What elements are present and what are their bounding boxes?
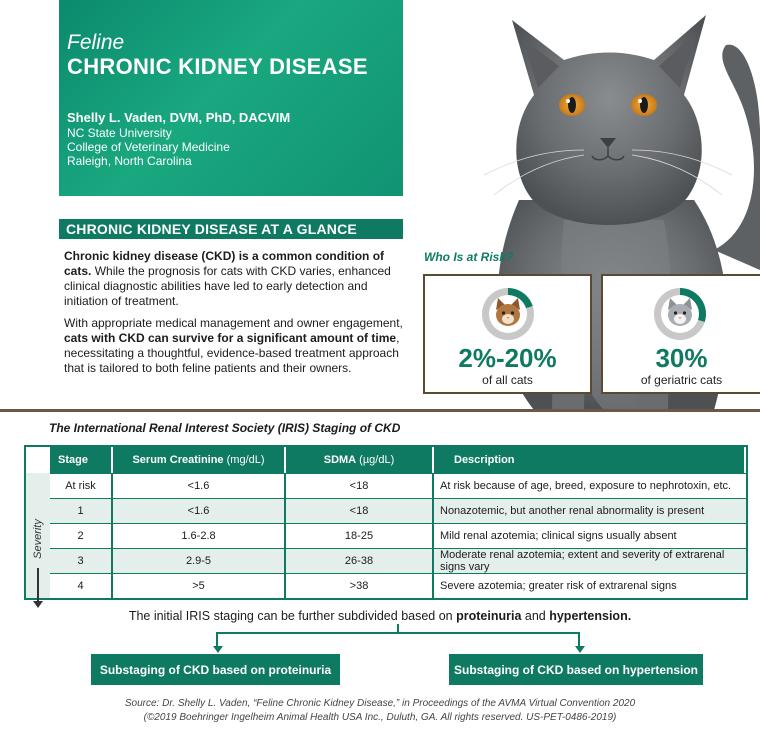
table-row bbox=[50, 573, 746, 598]
risk-heading: Who Is at Risk? bbox=[424, 250, 514, 264]
table-row bbox=[50, 548, 746, 573]
table-header-row bbox=[50, 447, 746, 473]
glance-paragraph-1 bbox=[64, 249, 409, 309]
cell-stage: 3 bbox=[50, 548, 113, 573]
glance-paragraph-2 bbox=[64, 316, 409, 376]
cat-face-icon bbox=[482, 288, 534, 340]
glance-heading: CHRONIC KIDNEY DISEASE AT A GLANCE bbox=[59, 219, 403, 239]
affiliation-university: NC State University bbox=[67, 126, 172, 140]
glance-body bbox=[64, 249, 409, 383]
header-sdma: SDMA (µg/dL) bbox=[286, 447, 434, 473]
substaging-note: The initial IRIS staging can be further subdivided based on proteinuria and hypertension. bbox=[128, 609, 632, 623]
stat-card-all-cats bbox=[423, 274, 592, 394]
cell-stage: 1 bbox=[50, 498, 113, 523]
table-row bbox=[50, 498, 746, 523]
iris-table bbox=[50, 447, 746, 598]
severity-column bbox=[26, 473, 50, 598]
cell-description: At risk because of age, breed, exposure to nephrotoxin, etc. bbox=[434, 473, 746, 498]
proteinuria-bold: proteinuria bbox=[456, 609, 522, 623]
glance-p2-end: , necessitating a thoughtful, evidence-based treatment approach that is tailored to both feline patients and their owners. bbox=[64, 331, 400, 375]
stat-label-all-cats: of all cats bbox=[482, 373, 533, 387]
glance-p1-rest: While the prognosis for cats with CKD varies, enhanced clinical diagnostic abilities have led to early detection and initiation of treatment. bbox=[64, 264, 391, 308]
section-divider bbox=[0, 409, 760, 412]
glance-p2-bold: cats with CKD can survive for a significant amount of time bbox=[64, 331, 397, 345]
cell-creatinine: <1.6 bbox=[113, 498, 286, 523]
iris-staging-table bbox=[24, 445, 748, 600]
cell-description: Mild renal azotemia; clinical signs usually absent bbox=[434, 523, 746, 548]
substaging-hypertension-box: Substaging of CKD based on hypertension bbox=[449, 654, 703, 685]
cell-stage: At risk bbox=[50, 473, 113, 498]
cell-description: Severe azotemia; greater risk of extrarenal signs bbox=[434, 573, 746, 598]
stat-value-all-cats: 2%-20% bbox=[458, 343, 557, 373]
source-line-2: (©2019 Boehringer Ingelheim Animal Health USA Inc., Duluth, GA. All rights reserved. US-PET-0486-2019) bbox=[143, 712, 617, 723]
cell-sdma: 18-25 bbox=[286, 523, 434, 548]
stat-label-geriatric-cats: of geriatric cats bbox=[640, 373, 723, 387]
cell-sdma: <18 bbox=[286, 498, 434, 523]
stat-card-geriatric-cats bbox=[601, 274, 760, 394]
cell-sdma: 26-38 bbox=[286, 548, 434, 573]
source-citation bbox=[0, 697, 760, 725]
title-banner bbox=[59, 0, 403, 196]
glance-p1-bold: Chronic kidney disease (CKD) is a common condition of cats. bbox=[64, 249, 385, 278]
affiliation-location: Raleigh, North Carolina bbox=[67, 154, 192, 168]
author-name: Shelly L. Vaden, DVM, PhD, DACVIM bbox=[67, 110, 291, 125]
stat-value-geriatric-cats: 30% bbox=[655, 343, 708, 373]
source-line-1: Source: Dr. Shelly L. Vaden, “Feline Chronic Kidney Disease,” in Proceedings of the AVMA Virtual Convention 2020 bbox=[124, 698, 636, 709]
hypertension-bold: hypertension. bbox=[549, 609, 632, 623]
iris-table-title: The International Renal Interest Society (IRIS) Staging of CKD bbox=[49, 421, 401, 435]
cell-creatinine: >5 bbox=[113, 573, 286, 598]
title-ckd: CHRONIC KIDNEY DISEASE bbox=[67, 54, 368, 79]
cell-creatinine: 2.9-5 bbox=[113, 548, 286, 573]
progress-ring-geriatric-cats bbox=[654, 288, 706, 340]
cell-description: Nonazotemic, but another renal abnormality is present bbox=[434, 498, 746, 523]
cell-sdma: <18 bbox=[286, 473, 434, 498]
cell-stage: 2 bbox=[50, 523, 113, 548]
gray-cat-face-icon bbox=[654, 288, 706, 340]
cell-creatinine: 1.6-2.8 bbox=[113, 523, 286, 548]
severity-down-arrow-icon bbox=[37, 568, 39, 606]
title-feline: Feline bbox=[67, 31, 125, 54]
cell-creatinine: <1.6 bbox=[113, 473, 286, 498]
table-row bbox=[50, 523, 746, 548]
header-creatinine: Serum Creatinine (mg/dL) bbox=[113, 447, 286, 473]
table-row bbox=[50, 473, 746, 498]
severity-label: Severity bbox=[32, 519, 44, 559]
progress-ring-all-cats bbox=[482, 288, 534, 340]
arrow-down-icon bbox=[575, 646, 585, 653]
cell-sdma: >38 bbox=[286, 573, 434, 598]
affiliation-college: College of Veterinary Medicine bbox=[67, 140, 230, 154]
glance-p2-start: With appropriate medical management and owner engagement, bbox=[64, 316, 403, 330]
header-stage: Stage bbox=[50, 447, 113, 473]
arrow-down-icon bbox=[213, 646, 223, 653]
substaging-proteinuria-box: Substaging of CKD based on proteinuria bbox=[91, 654, 340, 685]
cell-stage: 4 bbox=[50, 573, 113, 598]
cell-description: Moderate renal azotemia; extent and severity of extrarenal signs vary bbox=[434, 548, 746, 573]
flow-connector bbox=[216, 632, 580, 648]
header-description: Description bbox=[434, 447, 746, 473]
